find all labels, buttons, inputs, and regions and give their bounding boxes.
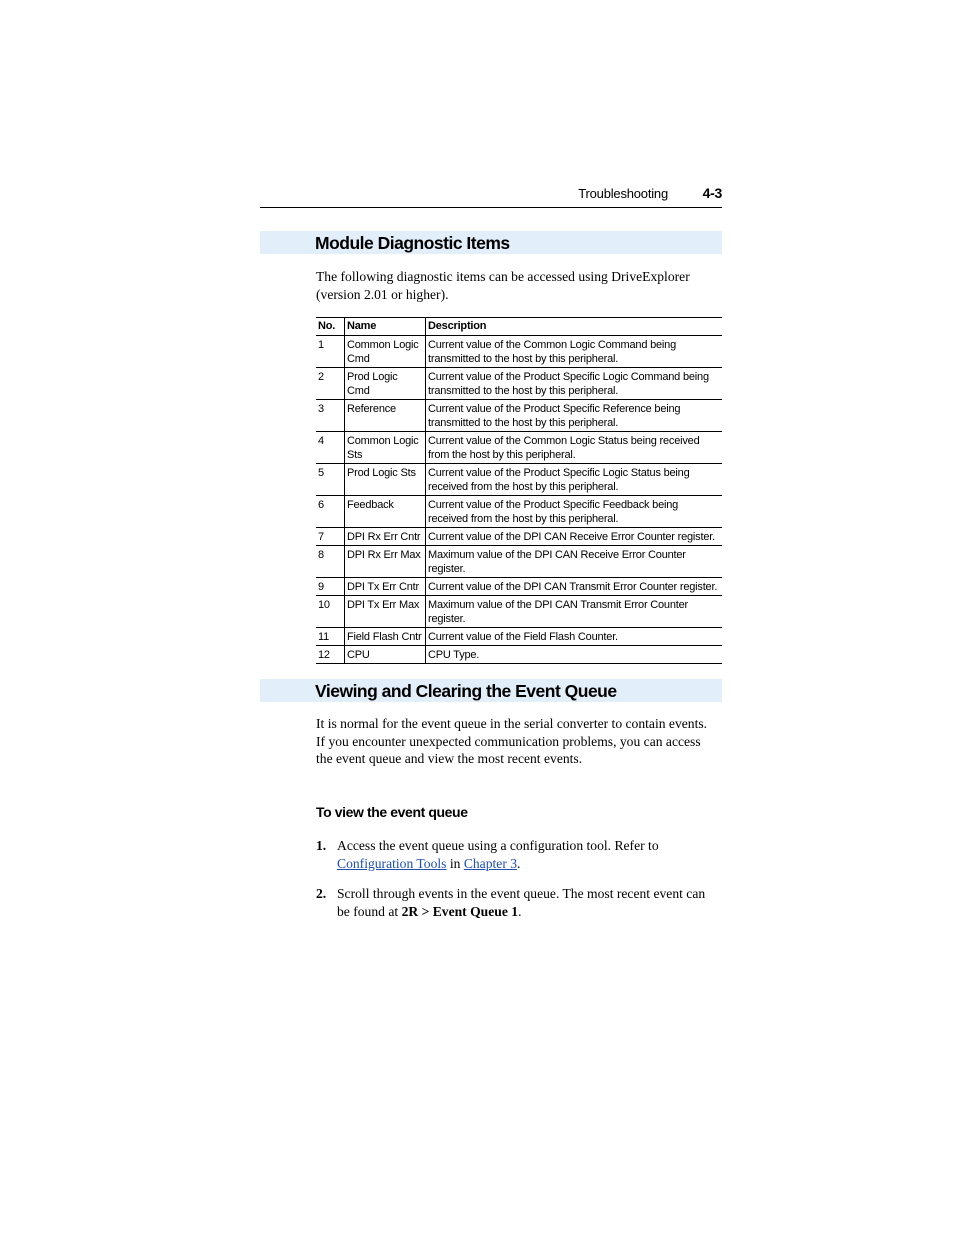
cell-name: DPI Rx Err Cntr <box>345 528 426 546</box>
cell-description: Current value of the DPI CAN Receive Error Counter register. <box>426 528 723 546</box>
cell-description: Current value of the Common Logic Command being transmitted to the host by this peripheral. <box>426 336 723 368</box>
diagnostics-intro <box>316 268 722 303</box>
table-row <box>316 496 722 528</box>
cell-name: Prod Logic Sts <box>345 464 426 496</box>
table-header-row <box>316 318 722 336</box>
step-text: . <box>518 903 522 919</box>
step-line <box>337 855 722 873</box>
diagnostic-items-table <box>316 317 722 664</box>
cell-description: CPU Type. <box>426 646 723 664</box>
cell-name: Reference <box>345 400 426 432</box>
cell-no: 9 <box>316 578 345 596</box>
cell-name: Common Logic Cmd <box>345 336 426 368</box>
step-line: Scroll through events in the event queue. The most recent event can <box>337 886 706 901</box>
cell-no: 7 <box>316 528 345 546</box>
cell-name: Prod Logic Cmd <box>345 368 426 400</box>
step-text: in <box>446 855 464 871</box>
column-header-description: Description <box>426 318 723 336</box>
cell-name: Field Flash Cntr <box>345 628 426 646</box>
cell-description: Current value of the Product Specific Feedback being received from the host by this peripheral. <box>426 496 723 528</box>
table-row <box>316 628 722 646</box>
cell-no: 5 <box>316 464 345 496</box>
section-heading-band-event-queue <box>260 679 722 702</box>
cell-description: Maximum value of the DPI CAN Transmit Error Counter register. <box>426 596 723 628</box>
cell-no: 4 <box>316 432 345 464</box>
event-queue-intro <box>316 715 722 768</box>
page-number: 4-3 <box>702 185 722 201</box>
step-line: Access the event queue using a configuration tool. Refer to <box>337 838 659 853</box>
running-header <box>260 185 722 208</box>
step-line <box>337 903 722 921</box>
table-row <box>316 336 722 368</box>
table-row <box>316 646 722 664</box>
table-row <box>316 546 722 578</box>
table-row <box>316 400 722 432</box>
table-row <box>316 464 722 496</box>
cell-description: Current value of the Product Specific Logic Status being received from the host by this peripheral. <box>426 464 723 496</box>
cell-description: Maximum value of the DPI CAN Receive Error Counter register. <box>426 546 723 578</box>
table-row <box>316 578 722 596</box>
cell-name: CPU <box>345 646 426 664</box>
subheading-view-event-queue: To view the event queue <box>316 804 468 820</box>
cell-no: 11 <box>316 628 345 646</box>
section-heading-band-diagnostics <box>260 231 722 254</box>
cell-no: 12 <box>316 646 345 664</box>
column-header-no: No. <box>316 318 345 336</box>
step-number: 1. <box>316 838 327 853</box>
link-configuration-tools[interactable]: Configuration Tools <box>337 855 447 871</box>
step-text: . <box>517 855 521 871</box>
table-row <box>316 368 722 400</box>
para-line: the event queue and view the most recent events. <box>316 751 583 766</box>
step-body <box>337 837 722 872</box>
intro-line: (version 2.01 or higher). <box>316 286 449 302</box>
step-body <box>337 885 722 920</box>
cell-name: Common Logic Sts <box>345 432 426 464</box>
running-header-section: Troubleshooting <box>578 186 668 201</box>
cell-description: Current value of the Product Specific Logic Command being transmitted to the host by this peripheral. <box>426 368 723 400</box>
step-number: 2. <box>316 886 327 901</box>
menu-path: 2R > Event Queue 1 <box>401 903 519 919</box>
cell-no: 2 <box>316 368 345 400</box>
section-title-diagnostics: Module Diagnostic Items <box>315 233 510 253</box>
para-line: If you encounter unexpected communication problems, you can access <box>316 733 701 749</box>
cell-name: DPI Tx Err Cntr <box>345 578 426 596</box>
section-title-event-queue: Viewing and Clearing the Event Queue <box>315 681 617 701</box>
cell-description: Current value of the Field Flash Counter. <box>426 628 723 646</box>
intro-line: The following diagnostic items can be accessed using DriveExplorer <box>316 269 690 284</box>
cell-name: DPI Tx Err Max <box>345 596 426 628</box>
table-row <box>316 528 722 546</box>
step-text: be found at <box>337 903 402 919</box>
cell-no: 3 <box>316 400 345 432</box>
cell-description: Current value of the DPI CAN Transmit Error Counter register. <box>426 578 723 596</box>
cell-description: Current value of the Product Specific Reference being transmitted to the host by this peripheral. <box>426 400 723 432</box>
cell-no: 8 <box>316 546 345 578</box>
cell-no: 10 <box>316 596 345 628</box>
column-header-name: Name <box>345 318 426 336</box>
cell-no: 6 <box>316 496 345 528</box>
cell-name: Feedback <box>345 496 426 528</box>
cell-name: DPI Rx Err Max <box>345 546 426 578</box>
para-line: It is normal for the event queue in the serial converter to contain events. <box>316 716 708 731</box>
table-row <box>316 432 722 464</box>
table-row <box>316 596 722 628</box>
cell-description: Current value of the Common Logic Status being received from the host by this peripheral. <box>426 432 723 464</box>
link-chapter-3[interactable]: Chapter 3 <box>463 855 518 871</box>
cell-no: 1 <box>316 336 345 368</box>
